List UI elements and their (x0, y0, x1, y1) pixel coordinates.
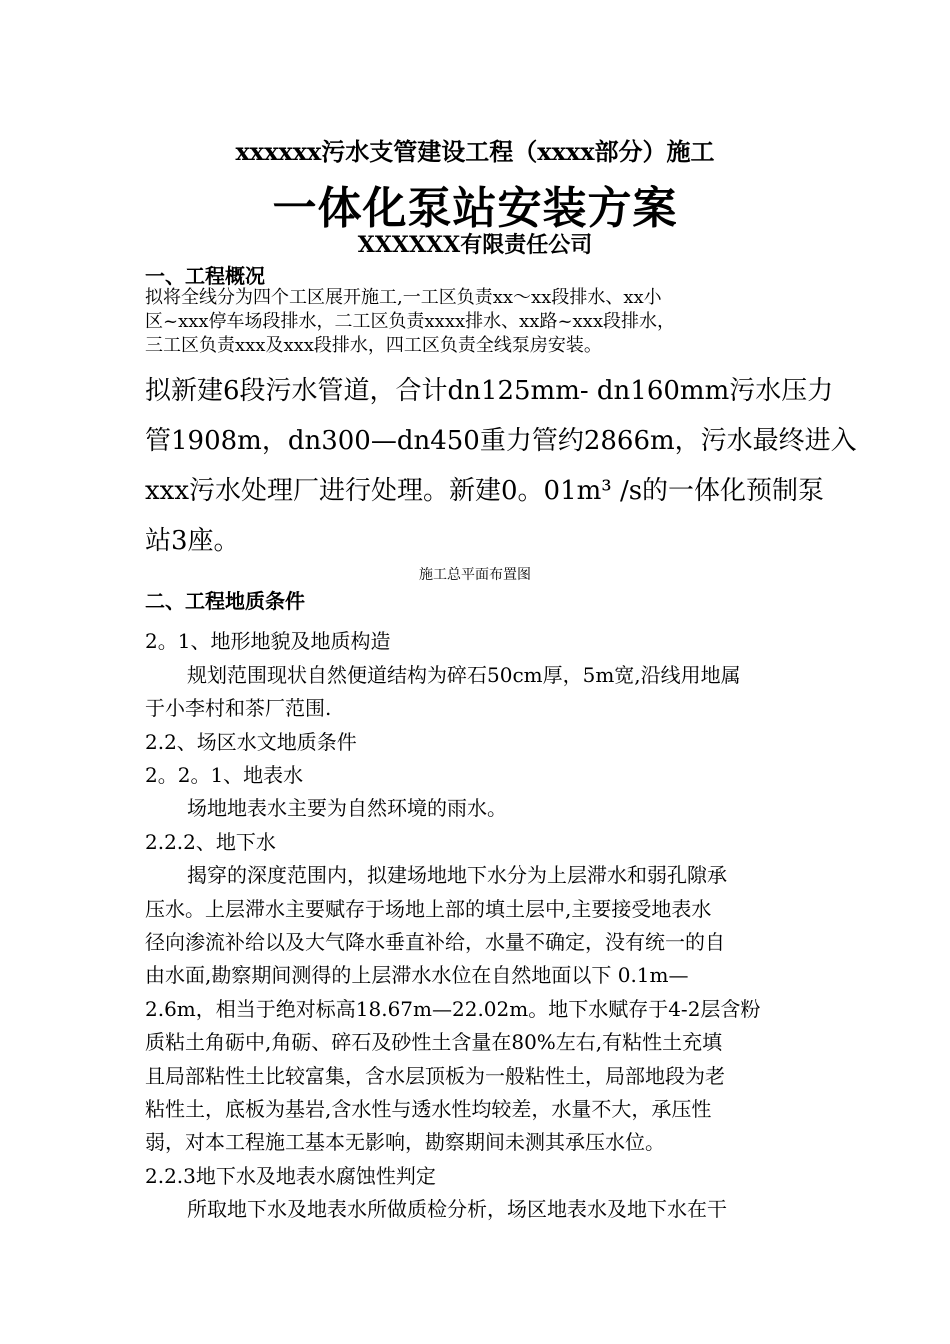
section-heading-geology: 二、工程地质条件 (145, 589, 305, 613)
paragraph-line: 三工区负责xxx及xxx段排水，四工区负责全线泵房安装。 (145, 335, 602, 356)
paragraph-line: 2.6m，相当于绝对标高18.67m—22.02m。地下水赋存于4-2层含粉 (145, 997, 761, 1021)
figure-caption: 施工总平面布置图 (419, 567, 531, 583)
paragraph-line: 揭穿的深度范围内，拟建场地地下水分为上层滞水和弱孔隙承 (187, 863, 727, 887)
subsection-heading: 2。1、地形地貌及地质构造 (145, 629, 391, 653)
company-name: XXXXXX有限责任公司 (357, 232, 593, 258)
paragraph-line: 区~xxx停车场段排水，二工区负责xxxx排水、xx路~xxx段排水， (145, 311, 675, 332)
overview-paragraph-small (145, 286, 675, 358)
subsection-heading: 2.2.2、地下水 (145, 830, 276, 854)
subsection-heading: 2.2.3地下水及地表水腐蚀性判定 (145, 1164, 436, 1188)
paragraph-line: 由水面,勘察期间测得的上层滞水水位在自然地面以下 0.1m— (145, 963, 689, 987)
subsection-heading: 2.2、场区水文地质条件 (145, 730, 357, 754)
paragraph-line: 粘性土，底板为基岩,含水性与透水性均较差，水量不大，承压性 (145, 1097, 712, 1121)
subsection-heading: 2。2。1、地表水 (145, 763, 304, 787)
paragraph-line: 径向渗流补给以及大气降水垂直补给，水量不确定，没有统一的自 (145, 930, 725, 954)
paragraph-line: 规划范围现状自然便道结构为碎石50cm厚，5m宽,沿线用地属 (187, 663, 741, 687)
paragraph-line-large: 拟新建6段污水管道，合计dn125mm- dn160mm污水压力 (145, 376, 834, 406)
paragraph-line-large: xxx污水处理厂进行处理。新建0。01m³ /s的一体化预制泵 (145, 476, 825, 506)
paragraph-line: 所取地下水及地表水所做质检分析，场区地表水及地下水在干 (187, 1197, 727, 1221)
paragraph-line: 拟将全线分为四个工区展开施工,一工区负责xx～xx段排水、xx小 (145, 287, 662, 308)
section-heading-overview: 一、工程概况 (145, 264, 265, 288)
paragraph-line-large: 管1908m，dn300—dn450重力管约2866m，污水最终进入 (145, 426, 857, 456)
paragraph-line: 场地地表水主要为自然环境的雨水。 (187, 796, 507, 820)
paragraph-line: 压水。上层滞水主要赋存于场地上部的填土层中,主要接受地表水 (145, 897, 712, 921)
paragraph-line: 质粘土角砺中,角砺、碎石及砂性土含量在80%左右,有粘性土充填 (145, 1030, 723, 1054)
document-title-line-1: xxxxxx污水支管建设工程（xxxx部分）施工 (235, 137, 715, 166)
document-title-line-2: 一体化泵站安装方案 (272, 183, 678, 234)
paragraph-line: 于小李村和茶厂范围. (145, 696, 332, 720)
paragraph-line: 且局部粘性土比较富集，含水层顶板为一般粘性土，局部地段为老 (145, 1064, 725, 1088)
paragraph-line-large: 站3座。 (145, 526, 240, 556)
paragraph-line: 弱，对本工程施工基本无影响，勘察期间未测其承压水位。 (145, 1130, 665, 1154)
